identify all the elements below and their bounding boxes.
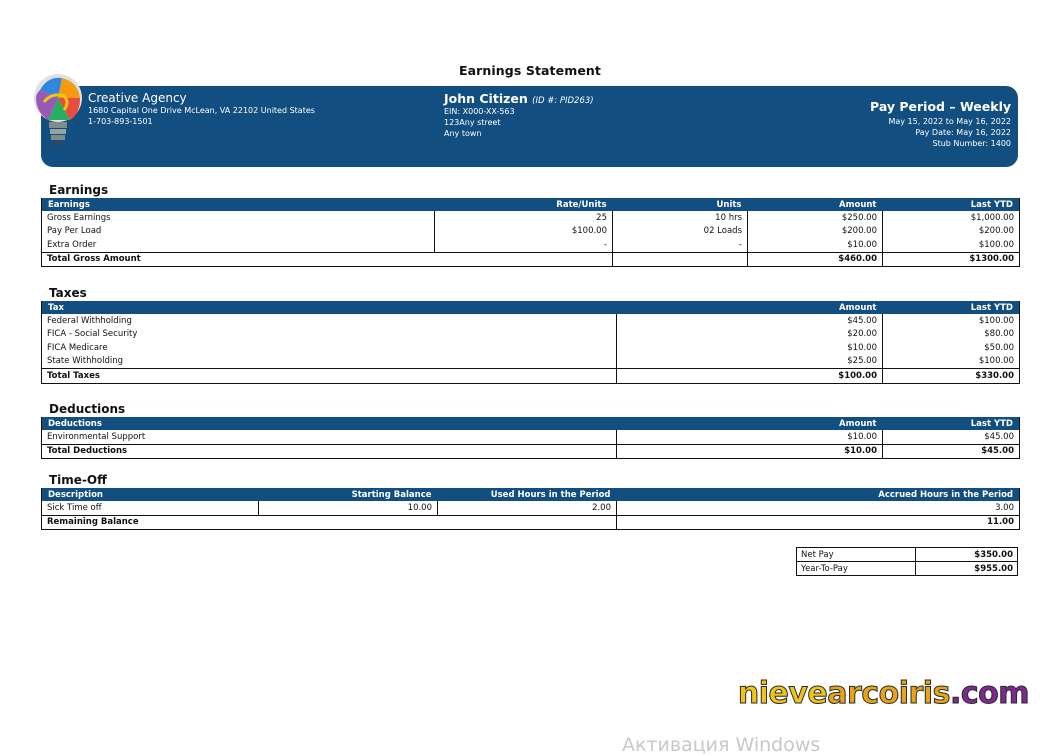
earnings-cell-ytd: $1,000.00: [970, 212, 1014, 223]
deductions-total-amount: $10.00: [617, 444, 883, 459]
deductions-total-ytd: $45.00: [883, 444, 1020, 459]
taxes-total-row: [42, 369, 1020, 384]
company-name: Creative Agency: [88, 91, 187, 105]
taxes-cell-desc: State Withholding: [42, 355, 617, 369]
taxes-cell-amount: $25.00: [617, 355, 883, 369]
table-row: [42, 341, 1020, 355]
pay-period-range: May 15, 2022 to May 16, 2022: [888, 117, 1011, 126]
earnings-total-amount: $460.00: [748, 252, 883, 267]
table-row: [42, 355, 1020, 369]
deductions-header-desc: Deductions: [42, 417, 617, 430]
employee-info: [444, 91, 594, 139]
earnings-cell-units: -: [613, 238, 748, 252]
employee-town: Any town: [444, 129, 482, 138]
earnings-cell-units: 10 hrs: [613, 211, 748, 225]
timeoff-header-start: Starting Balance: [259, 488, 438, 501]
timeoff-cell-desc: Sick Time off: [42, 501, 259, 515]
earnings-section-title: Earnings: [49, 183, 109, 197]
table-row: [797, 548, 1018, 562]
deductions-header-amount: Amount: [617, 417, 883, 430]
taxes-header-tax: Tax: [42, 301, 617, 314]
earnings-cell-amount: $200.00: [748, 225, 883, 239]
net-pay-label: Net Pay: [797, 548, 916, 562]
taxes-cell-desc: FICA Medicare: [42, 341, 617, 355]
table-row: [797, 562, 1018, 576]
table-row: [42, 238, 1020, 252]
taxes-cell-ytd: $100.00: [978, 315, 1014, 326]
statement-header: [41, 86, 1018, 167]
year-to-pay-value: $955.00: [916, 562, 1018, 576]
earnings-total-label: Total Gross Amount: [42, 252, 613, 267]
table-row: [42, 328, 1020, 342]
earnings-cell-desc: Pay Per Load: [42, 225, 435, 239]
earnings-header-ytd: Last YTD: [883, 198, 1020, 211]
deductions-total-label: Total Deductions: [42, 444, 617, 459]
taxes-total-amount: $100.00: [617, 369, 883, 384]
taxes-cell-amount: $45.00: [617, 314, 883, 328]
deductions-table: [41, 417, 1020, 459]
taxes-header-ytd: Last YTD: [883, 301, 1020, 314]
year-to-pay-label: Year-To-Pay: [797, 562, 916, 576]
lightbulb-logo-icon: [30, 72, 86, 152]
earnings-header-units: Units: [613, 198, 748, 211]
net-pay-value: $350.00: [916, 548, 1018, 562]
table-row: [42, 430, 1020, 444]
timeoff-section-title: Time-Off: [49, 473, 107, 487]
brand-logo: nievearcoiris.com: [737, 676, 1029, 711]
earnings-cell-rate: $100.00: [435, 225, 613, 239]
earnings-cell-desc: Gross Earnings: [42, 211, 435, 225]
timeoff-cell-used: 2.00: [438, 501, 617, 515]
timeoff-cell-start: 10.00: [259, 501, 438, 515]
earnings-header-rate: Rate/Units: [435, 198, 613, 211]
taxes-total-ytd: $330.00: [883, 369, 1020, 384]
pay-period-title: Pay Period – Weekly: [870, 99, 1011, 114]
table-row: [42, 501, 1020, 515]
timeoff-cell-accrued: 3.00: [995, 502, 1014, 513]
table-row: [42, 211, 1020, 225]
taxes-cell-amount: $20.00: [617, 328, 883, 342]
earnings-cell-ytd: $100.00: [978, 239, 1014, 250]
earnings-cell-amount: $250.00: [748, 211, 883, 225]
employee-ein: EIN: X000-XX-563: [444, 107, 515, 116]
stub-number: Stub Number: 1400: [932, 139, 1011, 148]
pay-date: Pay Date: May 16, 2022: [915, 128, 1011, 137]
timeoff-header-accrued: Accrued Hours in the Period: [617, 488, 1020, 501]
earnings-total-row: [42, 252, 1020, 267]
pay-summary-table: [796, 547, 1018, 576]
deductions-section-title: Deductions: [49, 402, 126, 416]
earnings-cell-amount: $10.00: [748, 238, 883, 252]
earnings-cell-ytd: $200.00: [978, 226, 1014, 237]
taxes-section-title: Taxes: [49, 286, 87, 300]
earnings-header-amount: Amount: [748, 198, 883, 211]
taxes-cell-ytd: $50.00: [984, 342, 1014, 353]
earnings-header-desc: Earnings: [42, 198, 435, 211]
employee-street: 123Any street: [444, 118, 501, 127]
deductions-cell-amount: $10.00: [617, 430, 883, 444]
taxes-table: [41, 301, 1020, 384]
earnings-cell-desc: Extra Order: [42, 238, 435, 252]
table-row: [42, 314, 1020, 328]
earnings-cell-units: 02 Loads: [613, 225, 748, 239]
taxes-cell-amount: $10.00: [617, 341, 883, 355]
employee-id: (ID #: PID263): [532, 96, 594, 106]
pay-period-info: [870, 99, 1011, 149]
earnings-cell-rate: -: [435, 238, 613, 252]
company-address: 1680 Capital One Drive McLean, VA 22102 United States: [88, 106, 315, 115]
earnings-total-ytd: $1300.00: [883, 252, 1020, 267]
timeoff-table: [41, 488, 1020, 530]
timeoff-header-desc: Description: [42, 488, 259, 501]
deductions-header-ytd: Last YTD: [883, 417, 1020, 430]
deductions-total-row: [42, 444, 1020, 459]
company-phone: 1-703-893-1501: [88, 117, 153, 126]
taxes-cell-ytd: $80.00: [984, 329, 1014, 340]
taxes-header-amount: Amount: [617, 301, 883, 314]
deductions-cell-ytd: $45.00: [984, 431, 1014, 442]
employee-name: John Citizen: [444, 91, 528, 106]
windows-activation-watermark: Активация Windows: [622, 734, 821, 756]
earnings-cell-rate: 25: [435, 211, 613, 225]
timeoff-total-label: Remaining Balance: [42, 515, 617, 530]
table-row: [42, 225, 1020, 239]
timeoff-total-row: [42, 515, 1020, 530]
company-info: [88, 91, 315, 127]
taxes-cell-desc: Federal Withholding: [42, 314, 617, 328]
taxes-cell-desc: FICA - Social Security: [42, 328, 617, 342]
taxes-total-label: Total Taxes: [42, 369, 617, 384]
deductions-cell-desc: Environmental Support: [42, 430, 617, 444]
timeoff-total-value: 11.00: [617, 515, 1020, 530]
taxes-cell-ytd: $100.00: [978, 356, 1014, 367]
statement-title: Earnings Statement: [458, 63, 601, 78]
earnings-table: [41, 198, 1020, 267]
timeoff-header-used: Used Hours in the Period: [438, 488, 617, 501]
